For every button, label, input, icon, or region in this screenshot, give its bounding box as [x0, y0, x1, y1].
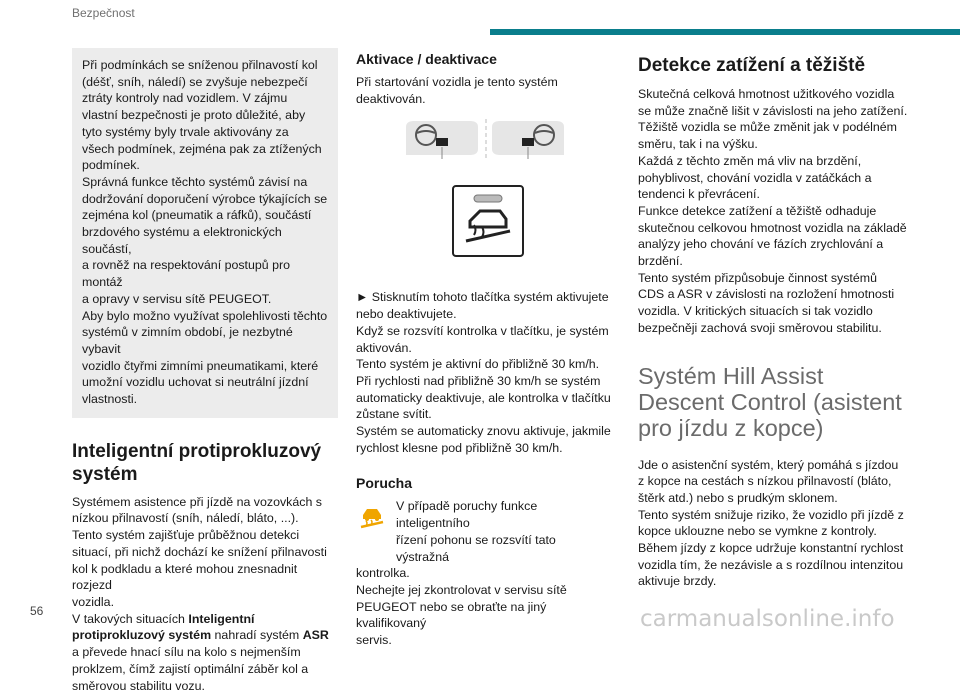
note-line: ztráty kontroly nad vozidlem. V zájmu — [82, 90, 328, 107]
fault-warning-row — [356, 498, 612, 565]
body-line: Tento systém přizpůsobuje činnost systémů — [638, 270, 908, 287]
body-line: aktivován. — [356, 340, 612, 357]
body-line: vozidla. — [72, 594, 338, 611]
body-line: kontrolka. — [356, 565, 612, 582]
header-title: Bezpečnost — [72, 6, 135, 20]
header-accent-bar — [490, 29, 960, 35]
body-line: situací, při nichž dochází ke snížení přilnavosti — [72, 544, 338, 561]
body-line: aktivuje brzdy. — [638, 573, 908, 590]
body-line: ► Stisknutím tohoto tlačítka systém aktivujete — [356, 289, 612, 306]
body-line: Těžiště vozidla se může změnit jak v podélném — [638, 119, 908, 136]
body-line: skutečnou celkovou hmotnost vozidla na základě — [638, 220, 908, 237]
note-line: Správná funkce těchto systémů závisí na — [82, 174, 328, 191]
body-line: Tento systém snižuje riziko, že vozidlo při jízdě z — [638, 507, 908, 524]
body-line: proklzem, čímž zajistí optimální záběr kol a — [72, 661, 338, 678]
column-middle — [356, 50, 612, 649]
body-line: kopce uklouzne nebo se vymkne z kontroly. — [638, 523, 908, 540]
body-line: rychlost klesne pod přibližně 30 km/h. — [356, 440, 612, 457]
body-line: štěrk atd.) nebo s prudkým sklonem. — [638, 490, 908, 507]
body-line: deaktivován. — [356, 91, 612, 108]
note-line: umožní vozidlu uchovat si neutrální jízdní — [82, 374, 328, 391]
body-line: se může značně lišit v závislosti na jeho zatížení. — [638, 103, 908, 120]
body-line: z kopce na cestách s nízkou přilnavostí (bláto, — [638, 473, 908, 490]
body-line: zůstane svítit. — [356, 406, 612, 423]
body-line: servis. — [356, 632, 612, 649]
note-line: brzdového systému a elektronických součástí, — [82, 224, 328, 257]
body-line: Systémem asistence při jízdě na vozovkách s — [72, 494, 338, 511]
body-line: analýzy jeho chování ve fázích zrychlování a — [638, 236, 908, 253]
text-run: V takových situacích — [72, 612, 188, 626]
section-heading-fault: Porucha — [356, 474, 612, 492]
body-line — [72, 627, 338, 644]
body-line: PEUGEOT nebo se obraťte na jiný kvalifikovaný — [356, 599, 612, 632]
body-line: Při startování vozidla je tento systém — [356, 74, 612, 91]
note-line: Aby bylo možno využívat spolehlivosti těchto — [82, 308, 328, 325]
body-line: vozidla. V kritických situacích si tak vozidlo — [638, 303, 908, 320]
section-heading-activation: Aktivace / deaktivace — [356, 50, 612, 68]
divider-dashed-icon — [484, 119, 488, 159]
bold-term: protiprokluzový systém — [72, 628, 211, 642]
note-line: systémů v zimním období, je nezbytné vybavit — [82, 324, 328, 357]
body-line: a převede hnací sílu na kolo s nejmenším — [72, 644, 338, 661]
body-line: brzdění. — [638, 253, 908, 270]
bold-term: Inteligentní — [188, 612, 254, 626]
body-line: pohyblivost, chování vozidla v zatáčkách a — [638, 170, 908, 187]
body-line: kol k podkladu a které mohou znesnadnit rozjezd — [72, 561, 338, 594]
traction-control-button-icon — [452, 185, 524, 257]
body-line: směrovou stabilitu vozu. — [72, 678, 338, 694]
heading-line: pro jízdu z kopce) — [638, 415, 823, 441]
note-line: a rovněž na respektování postupů pro montáž — [82, 257, 328, 290]
note-line: vlastní bezpečnosti je proto důležité, aby — [82, 107, 328, 124]
section-heading-load-detection: Detekce zatížení a těžiště — [638, 54, 908, 78]
note-line: a opravy v servisu sítě PEUGEOT. — [82, 291, 328, 308]
section-heading-hill-descent — [638, 363, 908, 441]
note-line: (déšť, sníh, náledí) se zvyšuje nebezpečí — [82, 74, 328, 91]
note-line: dodržování doporučení výrobce týkajících se — [82, 191, 328, 208]
text-run: nahradí systém — [211, 628, 303, 642]
body-line: Funkce detekce zatížení a těžiště odhaduje — [638, 203, 908, 220]
body-line: Jde o asistenční systém, který pomáhá s jízdou — [638, 457, 908, 474]
note-line: vozidlo čtyřmi zimními pneumatikami, které — [82, 358, 328, 375]
note-line: Při podmínkách se sníženou přilnavostí kol — [82, 57, 328, 74]
heading-line: Inteligentní protiprokluzový — [72, 441, 321, 462]
steering-wheel-right-icon — [492, 121, 564, 161]
note-line: zejména kol (pneumatik a ráfků), součástí — [82, 207, 328, 224]
body-line: Tento systém zajišťuje průběžnou detekci — [72, 527, 338, 544]
body-line: bezpečněji zachová svoji směrovou stabilitu. — [638, 320, 908, 337]
body-line — [72, 611, 338, 628]
note-box — [72, 48, 338, 418]
heading-line: Systém Hill Assist — [638, 363, 823, 389]
bold-term: ASR — [303, 628, 329, 642]
body-line: směru, tak i na výšku. — [638, 136, 908, 153]
note-line: tyto systémy byly trvale aktivovány za — [82, 124, 328, 141]
body-line: Při rychlosti nad přibližně 30 km/h se systém — [356, 373, 612, 390]
body-line: řízení pohonu se rozsvítí tato výstražná — [396, 532, 612, 565]
body-line: nebo deaktivujete. — [356, 306, 612, 323]
steering-wheel-left-icon — [406, 121, 478, 161]
body-line: Skutečná celková hmotnost užitkového vozidla — [638, 86, 908, 103]
illustration-area — [356, 119, 612, 279]
body-line: vozidla tím, že nezávisle a s rozdílnou intenzitou — [638, 557, 908, 574]
body-line: Nechejte jej zkontrolovat v servisu sítě — [356, 582, 612, 599]
body-line: Když se rozsvítí kontrolka v tlačítku, je systém — [356, 323, 612, 340]
body-line: automaticky deaktivuje, ale kontrolka v tlačítku — [356, 390, 612, 407]
column-left — [72, 48, 338, 694]
note-line: všech podmínek, zejména pak za ztížených — [82, 141, 328, 158]
traction-warning-lamp-icon — [356, 500, 388, 532]
heading-line: Descent Control (asistent — [638, 389, 902, 415]
body-line: Každá z těchto změn má vliv na brzdění, — [638, 153, 908, 170]
body-line: nízkou přilnavostí (sníh, náledí, bláto, ...). — [72, 510, 338, 527]
note-line: vlastnosti. — [82, 391, 328, 408]
body-line: Během jízdy z kopce udržuje konstantní rychlost — [638, 540, 908, 557]
body-line: V případě poruchy funkce inteligentního — [396, 498, 612, 531]
body-line: Systém se automaticky znovu aktivuje, jakmile — [356, 423, 612, 440]
note-line: podmínek. — [82, 157, 328, 174]
body-line: CDS a ASR v závislosti na rozložení hmotnosti — [638, 286, 908, 303]
watermark: carmanualsonline.info — [640, 606, 895, 632]
body-line: tendenci k převrácení. — [638, 186, 908, 203]
heading-line: systém — [72, 464, 138, 485]
page-number: 56 — [30, 604, 43, 618]
column-right — [638, 54, 908, 590]
body-line: Tento systém je aktivní do přibližně 30 km/h. — [356, 356, 612, 373]
section-heading-traction — [72, 440, 338, 486]
